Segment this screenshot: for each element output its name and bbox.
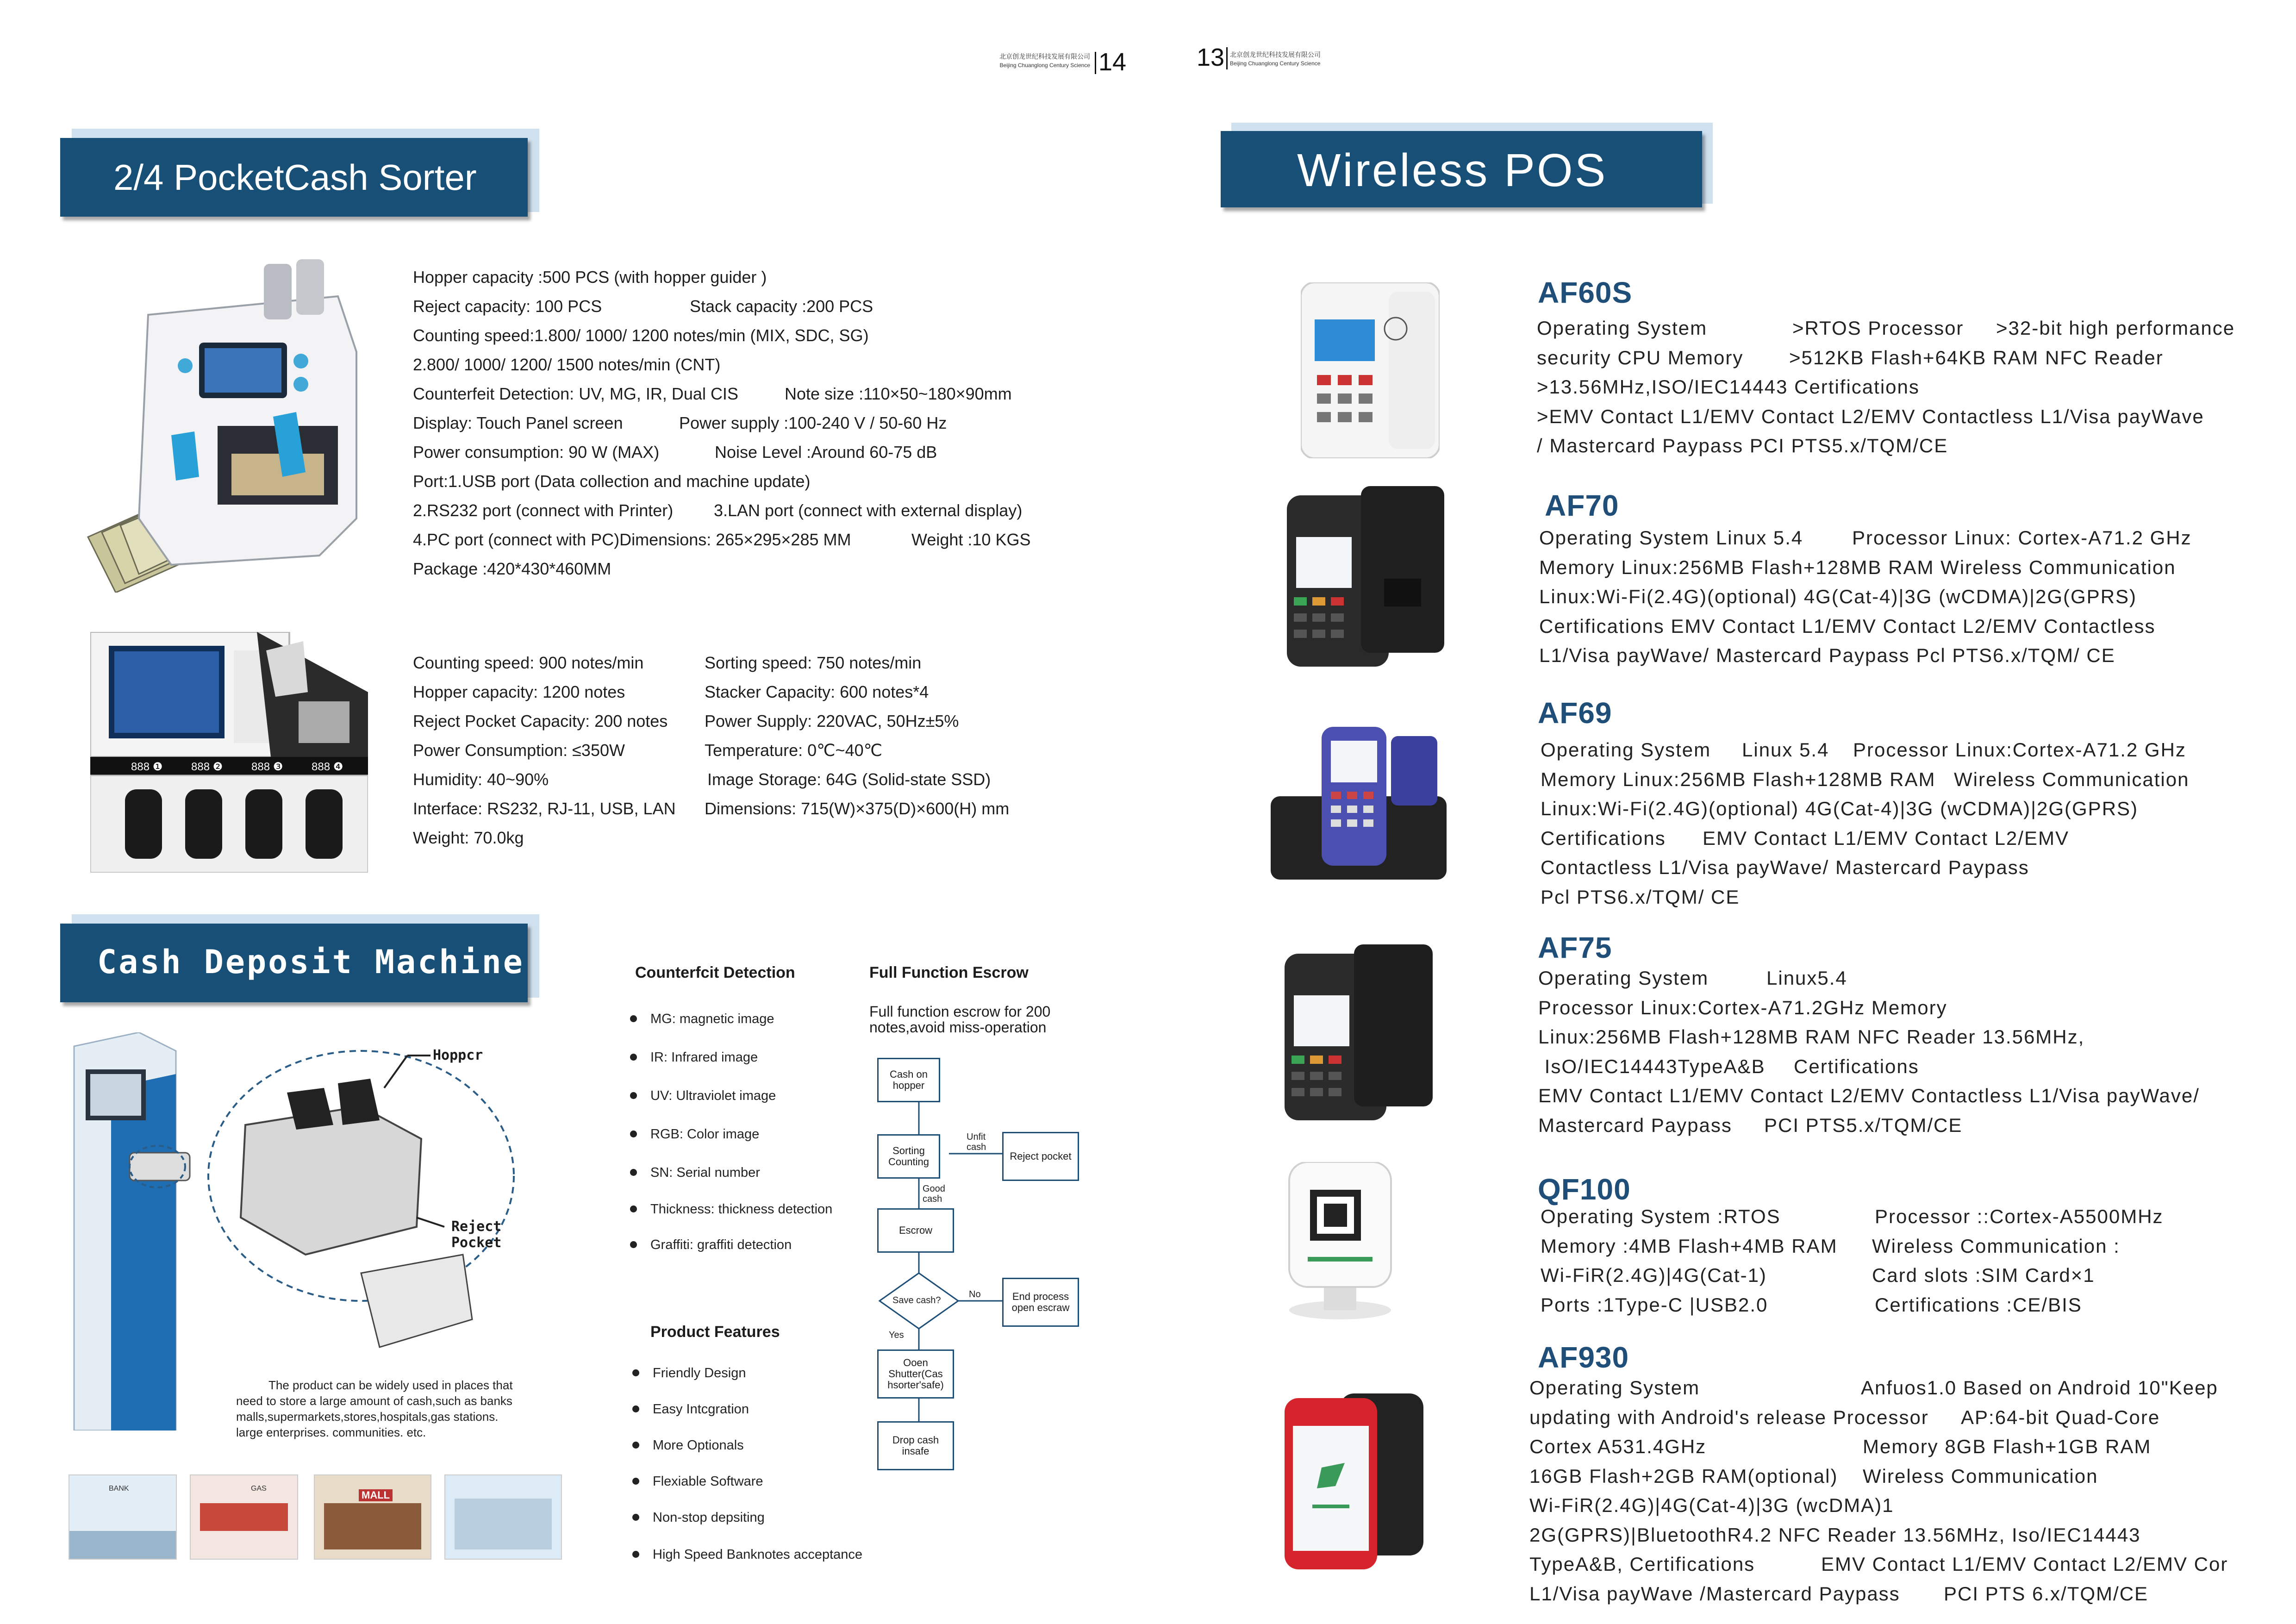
escrow-flowchart-connectors (870, 1056, 1092, 1481)
spec-row: Power Consumption: ≤350W Temperature: 0℃~40℃ (413, 741, 883, 760)
spec-line: Certifications EMV Contact L1/EMV Contact L2/EMV (1541, 827, 2069, 849)
scene-label: GAS (251, 1485, 267, 1493)
sorter-title: 2/4 PocketCash Sorter (113, 157, 477, 198)
feature-item: Flexiable Software (653, 1474, 763, 1489)
flow-unfit-label: Unfit cash (967, 1132, 986, 1152)
pocket-label-1: 888 ❶ (131, 761, 163, 773)
wireless-title: Wireless POS (1297, 144, 1608, 196)
sorter-banner (60, 138, 528, 217)
flow-sorting-counting: Sorting Counting (877, 1134, 940, 1179)
product-specs-af70 (1539, 523, 2192, 670)
spec-row: Port:1.USB port (Data collection and machine update) (413, 472, 811, 491)
deposit-title: Cash Deposit Machine (97, 943, 524, 981)
spec-line: Mastercard Paypass PCI PTS5.x/TQM/CE (1538, 1114, 1963, 1136)
company-en-left: Beijing Chuanglong Century Science (999, 62, 1090, 69)
spec-row: Display: Touch Panel screen Power supply :100-240 V / 50-60 Hz (413, 413, 947, 432)
product-name-af70: AF70 (1545, 489, 1619, 522)
flow-save-cash: Save cash? (892, 1295, 941, 1305)
scene-bank-image (69, 1474, 177, 1560)
reject-pocket-label: Reject Pocket (451, 1218, 502, 1251)
pocket-label-4: 888 ❹ (312, 761, 343, 773)
spec-row: 2.800/ 1000/ 1200/ 1500 notes/min (CNT) (413, 355, 721, 374)
scene-mall-image (314, 1474, 431, 1560)
spec-line: Cortex A531.4GHz Memory 8GB Flash+1GB RAM (1529, 1436, 2152, 1457)
detection-item: MG: magnetic image (650, 1012, 774, 1026)
feature-item: Easy Intcgration (653, 1402, 749, 1417)
spec-line: updating with Android's release Processor AP:64-bit Quad-Core (1529, 1406, 2160, 1428)
pocket-label-2: 888 ❷ (191, 761, 223, 773)
spec-row: Power consumption: 90 W (MAX) Noise Level :Around 60-75 dB (413, 443, 937, 462)
product-specs-af69 (1541, 735, 2189, 912)
af930-device-image (1285, 1393, 1423, 1569)
spec-row: Hopper capacity: 1200 notes Stacker Capacity: 600 notes*4 (413, 682, 929, 701)
deposit-description: The product can be widely used in places that need to store a large amount of cash,such as banks malls,supermarkets,stores,hospitals,gas stations. large enterprises. communities. etc. (236, 1378, 513, 1439)
spec-line: Operating System >RTOS Processor >32-bit high performance (1537, 317, 2235, 339)
divider (1095, 52, 1096, 74)
spec-line: Operating System :RTOS Processor ::Cortex-A5500MHz (1541, 1206, 2164, 1227)
spec-line: Memory :4MB Flash+4MB RAM Wireless Communication : (1541, 1235, 2120, 1257)
sorter-machine-image (79, 259, 375, 593)
product-name-af60s: AF60S (1538, 276, 1633, 309)
product-specs-af930 (1529, 1373, 2228, 1608)
spec-line: Linux:Wi-Fi(2.4G)(optional) 4G(Cat-4)|3G (wCDMA)|2G(GPRS) (1541, 798, 2139, 819)
spec-line: Processor Linux:Cortex-A71.2GHz Memory (1538, 996, 1947, 1018)
product-specs-af60s (1537, 313, 2235, 461)
spec-line: 16GB Flash+2GB RAM(optional) Wireless Communication (1529, 1465, 2098, 1487)
hopper-label: Hoppcr (433, 1047, 483, 1063)
spec-line: Linux:Wi-Fi(2.4G)(optional) 4G(Cat-4)|3G (wCDMA)|2G(GPRS) (1539, 586, 2137, 607)
spec-line: security CPU Memory >512KB Flash+64KB RAM NFC Reader (1537, 346, 2164, 369)
spec-row: Reject capacity: 100 PCS Stack capacity :200 PCS (413, 297, 873, 316)
feature-item: High Speed Banknotes acceptance (653, 1547, 863, 1562)
flow-drop-cash: Drop cash insafe (877, 1421, 954, 1470)
qf100-device-image (1280, 1162, 1400, 1319)
spec-row: Counterfeit Detection: UV, MG, IR, Dual CIS Note size :110×50~180×90mm (413, 384, 1012, 403)
spec-line: / Mastercard Paypass PCI PTS5.x/TQM/CE (1537, 435, 1948, 456)
flow-escrow: Escrow (877, 1208, 954, 1253)
spec-row: 2.RS232 port (connect with Printer) 3.LAN port (connect with external display) (413, 501, 1023, 520)
header-left (937, 48, 1127, 80)
detection-item: Graffiti: graffiti detection (650, 1237, 792, 1252)
escrow-title: Full Function Escrow (869, 964, 1029, 981)
page-number-right: 13 (1197, 44, 1225, 71)
divider (1226, 47, 1228, 69)
spec-line: Operating System Linux 5.4 Processor Linux:Cortex-A71.2 GHz (1541, 739, 2186, 761)
sorter-spec-list-1 (413, 262, 1030, 583)
spec-row: Package :420*430*460MM (413, 559, 611, 578)
spec-line: Pcl PTS6.x/TQM/ CE (1541, 886, 1740, 908)
spec-line: Memory Linux:256MB Flash+128MB RAM Wireless Communication (1539, 556, 2176, 578)
spec-line: TypeA&B, Certifications EMV Contact L1/EMV Contact L2/EMV Cor (1529, 1553, 2228, 1575)
feature-item: Non-stop depsiting (653, 1510, 765, 1525)
company-en-right: Beijing Chuanglong Century Science (1230, 60, 1321, 67)
feature-item: More Optionals (653, 1438, 744, 1453)
feature-item: Friendly Design (653, 1366, 746, 1380)
af70-device-image (1287, 486, 1444, 667)
deposit-banner (60, 924, 528, 1002)
spec-line: Linux:256MB Flash+128MB RAM NFC Reader 13.56MHz, (1538, 1026, 2085, 1048)
deposit-machine-image (65, 1032, 555, 1430)
scene-label: MALL (359, 1489, 393, 1501)
spec-line: IsO/IEC14443TypeA&B Certifications (1538, 1055, 1919, 1077)
spec-line: Operating System Linux5.4 (1538, 967, 1847, 989)
spec-line: Certifications EMV Contact L1/EMV Contact L2/EMV Contactless (1539, 615, 2156, 637)
spec-row: Counting speed: 900 notes/min Sorting speed: 750 notes/min (413, 653, 922, 672)
header-right (1197, 44, 1382, 77)
spec-line: Contactless L1/Visa payWave/ Mastercard Paypass (1541, 856, 2029, 878)
spec-row: Counting speed:1.800/ 1000/ 1200 notes/min (MIX, SDC, SG) (413, 326, 869, 345)
detection-item: RGB: Color image (650, 1127, 760, 1142)
sorter-spec-list-2 (413, 648, 1009, 852)
spec-line: L1/Visa payWave/ Mastercard Paypass Pcl PTS6.x/TQM/ CE (1539, 644, 2115, 666)
detection-item: IR: Infrared image (650, 1050, 758, 1065)
product-name-qf100: QF100 (1538, 1173, 1631, 1206)
spec-line: >13.56MHz,ISO/IEC14443 Certifications (1537, 376, 1920, 398)
spec-line: >EMV Contact L1/EMV Contact L2/EMV Contactless L1/Visa payWave (1537, 405, 2204, 427)
spec-line: Wi-FiR(2.4G)|4G(Cat-4)|3G (wcDMA)1 (1529, 1494, 1894, 1516)
product-name-af930: AF930 (1538, 1341, 1629, 1374)
product-specs-qf100 (1541, 1202, 2164, 1319)
spec-line: EMV Contact L1/EMV Contact L2/EMV Contactless L1/Visa payWave/ (1538, 1085, 2200, 1106)
company-cn-right: 北京创龙世纪科技发展有限公司 (1230, 51, 1321, 58)
product-specs-af75 (1538, 963, 2200, 1140)
product-name-af75: AF75 (1538, 931, 1612, 964)
detection-item: UV: Ultraviolet image (650, 1088, 776, 1103)
scene-city-image (444, 1474, 562, 1560)
scene-label: BANK (109, 1485, 129, 1493)
spec-line: 2G(GPRS)|BluetoothR4.2 NFC Reader 13.56MHz, Iso/IEC14443 (1529, 1524, 2141, 1546)
pocket-label-3: 888 ❸ (251, 761, 283, 773)
spec-row: Reject Pocket Capacity: 200 notes Power Supply: 220VAC, 50Hz±5% (413, 712, 959, 731)
page-number-left: 14 (1098, 48, 1127, 76)
flow-reject-pocket: Reject pocket (1002, 1132, 1079, 1181)
spec-row: Humidity: 40~90% Image Storage: 64G (Solid-state SSD) (413, 770, 991, 789)
scene-gas-image (190, 1474, 298, 1560)
detection-title: Counterfcit Detection (635, 964, 795, 981)
spec-line: L1/Visa payWave /Mastercard Paypass PCI PTS 6.x/TQM/CE (1529, 1582, 2149, 1605)
product-name-af69: AF69 (1538, 696, 1612, 730)
af75-device-image (1285, 944, 1433, 1120)
wireless-banner (1221, 131, 1702, 207)
pocket-sorter-image (90, 632, 368, 873)
spec-line: Wi-FiR(2.4G)|4G(Cat-1) Card slots :SIM Card×1 (1541, 1264, 2095, 1286)
af60s-device-image (1301, 282, 1440, 458)
flow-open-shutter: Ooen Shutter(Cas hsorter'safe) (877, 1349, 954, 1399)
spec-line: Operating System Linux 5.4 Processor Linux: Cortex-A71.2 GHz (1539, 527, 2192, 549)
spec-row: 4.PC port (connect with PC)Dimensions: 265×295×285 MM Weight :10 KGS (413, 530, 1031, 549)
spec-line: Ports :1Type-C |USB2.0 Certifications :CE/BIS (1541, 1293, 2082, 1316)
flow-cash-on-hopper: Cash on hopper (877, 1058, 940, 1102)
spec-line: Memory Linux:256MB Flash+128MB RAM Wireless Communication (1541, 768, 2190, 790)
spec-row: Hopper capacity :500 PCS (with hopper guider ) (413, 268, 767, 287)
escrow-description: Full function escrow for 200 notes,avoid miss-operation (869, 1003, 1051, 1036)
detection-item: SN: Serial number (650, 1165, 760, 1180)
detection-item: Thickness: thickness detection (650, 1202, 833, 1217)
spec-row: Weight: 70.0kg (413, 828, 524, 847)
spec-line: Operating System Anfuos1.0 Based on Android 10"Keep (1529, 1377, 2218, 1399)
af69-device-image (1271, 727, 1447, 880)
flow-yes-label: Yes (889, 1330, 904, 1340)
company-cn-left: 北京创龙世纪科技发展有限公司 (999, 53, 1090, 60)
spec-row: Interface: RS232, RJ-11, USB, LAN Dimensions: 715(W)×375(D)×600(H) mm (413, 799, 1010, 818)
features-title: Product Features (650, 1323, 780, 1341)
flow-end-process: End process open escraw (1002, 1278, 1079, 1327)
flow-good-label: Good cash (923, 1184, 945, 1204)
flow-no-label: No (969, 1289, 981, 1299)
